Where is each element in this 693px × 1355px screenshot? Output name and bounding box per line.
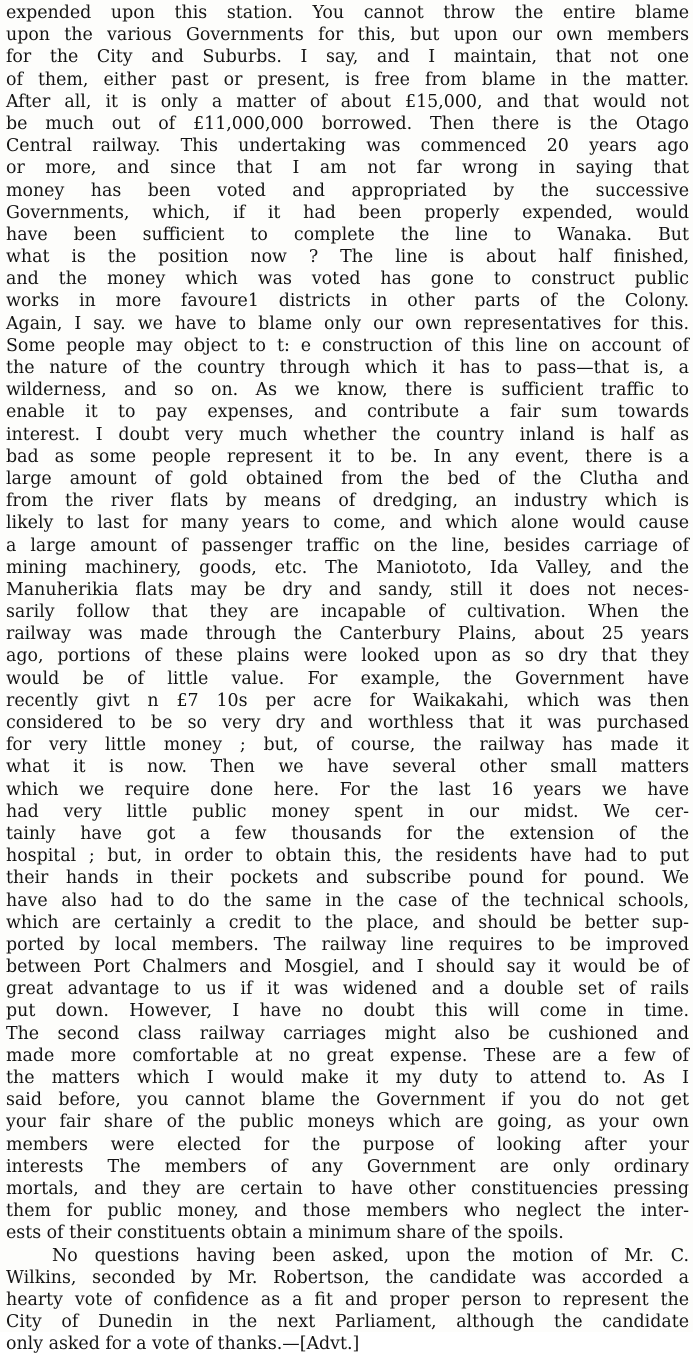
article-line: or more, and since that I am not far wrong in saying that [6, 158, 689, 179]
article-line: money has been voted and appropriated by the successive [6, 180, 689, 201]
article-line: After all, it is only a matter of about £15,000, and that would not [6, 91, 689, 112]
article-line: Some people may object to t: e construction of this line on account of [6, 335, 689, 356]
article-line: be much out of £11,000,000 borrowed. Then there is the Otago [6, 113, 689, 134]
article-line: Central railway. This undertaking was commenced 20 years ago [6, 136, 689, 157]
article-line: and the money which was voted has gone to construct public [6, 269, 689, 290]
article-line: interest. I doubt very much whether the country inland is half as [6, 424, 689, 445]
article-line: interests The members of any Government are only ordinary [6, 1156, 689, 1177]
article-line: bad as some people represent it to be. In any event, there is a [6, 446, 689, 467]
article-column [6, 2, 689, 1355]
article-line: for the City and Suburbs. I say, and I maintain, that not one [6, 47, 689, 68]
article-line: for very little money ; but, of course, the railway has made it [6, 735, 689, 756]
article-line: mortals, and they are certain to have other constituencies pressing [6, 1178, 689, 1199]
article-line: hearty vote of confidence as a fit and proper person to represent the [6, 1289, 689, 1310]
article-line: wilderness, and so on. As we know, there is sufficient traffic to [6, 380, 689, 401]
article-line: tainly have got a few thousands for the extension of the [6, 823, 689, 844]
article-line: likely to last for many years to come, and which alone would cause [6, 513, 689, 534]
article-line: considered to be so very dry and worthless that it was purchased [6, 713, 689, 733]
article-line: the matters which I would make it my duty to attend to. As I [6, 1068, 689, 1088]
article-line: have been sufficient to complete the line to Wanaka. But [6, 224, 689, 245]
article-line: expended upon this station. You cannot throw the entire blame [6, 3, 689, 23]
article-line: which we require done here. For the last 16 years we have [6, 779, 689, 800]
article-line: hospital ; but, in order to obtain this, the residents have had to put [6, 846, 689, 867]
article-line: have also had to do the same in the case of the technical schools, [6, 890, 689, 911]
article-line: works in more favoure1 districts in other parts of the Colony. [6, 291, 689, 312]
article-line: put down. However, I have no doubt this will come in time. [6, 1001, 689, 1022]
article-line: recently givt n £7 10s per acre for Waikakahi, which was then [6, 690, 689, 711]
article-line: your fair share of the public moneys which are going, as your own [6, 1112, 689, 1133]
article-line: made more comfortable at no great expense. These are a few of [6, 1045, 689, 1066]
article-line: only asked for a vote of thanks.—[Advt.] [6, 1334, 360, 1355]
article-line: ests of their constituents obtain a minimum share of the spoils. [6, 1223, 564, 1244]
article-line: between Port Chalmers and Mosgiel, and I should say it would be of [6, 957, 689, 978]
article-line: them for public money, and those members who neglect the inter- [6, 1201, 689, 1222]
article-line: sarily follow that they are incapable of cultivation. When the [6, 602, 689, 623]
article-line: had very little public money spent in our midst. We cer- [6, 801, 689, 822]
article-line: mining machinery, goods, etc. The Maniototo, Ida Valley, and the [6, 557, 689, 578]
article-line: large amount of gold obtained from the bed of the Clutha and [6, 468, 689, 489]
article-line: what is the position now ? The line is about half finished, [6, 247, 689, 268]
article-line: great advantage to us if it was widened and a double set of rails [6, 979, 689, 1000]
article-line: Governments, which, if it had been properly expended, would [6, 202, 689, 223]
article-line: Wilkins, seconded by Mr. Robertson, the candidate was accorded a [6, 1267, 689, 1288]
article-line: upon the various Governments for this, but upon our own members [6, 25, 689, 46]
article-line: railway was made through the Canterbury Plains, about 25 years [6, 624, 689, 645]
article-line: members were elected for the purpose of looking after your [6, 1134, 689, 1155]
article-line: enable it to pay expenses, and contribute a fair sum towards [6, 402, 689, 423]
article-line: a large amount of passenger traffic on the line, besides carriage of [6, 535, 689, 556]
article-line: City of Dunedin in the next Parliament, although the candidate [6, 1312, 689, 1333]
article-line: their hands in their pockets and subscribe pound for pound. We [6, 868, 689, 889]
article-line: what it is now. Then we have several other small matters [6, 757, 689, 778]
article-line: Manuherikia flats may be dry and sandy, still it does not neces- [6, 579, 689, 600]
article-line: from the river flats by means of dredging, an industry which is [6, 491, 689, 512]
article-line: ported by local members. The railway line requires to be improved [6, 934, 689, 955]
article-line: ago, portions of these plains were looked upon as so dry that they [6, 646, 689, 667]
article-line: said before, you cannot blame the Government if you do not get [6, 1090, 689, 1111]
article-line: the nature of the country through which it has to pass—that is, a [6, 358, 689, 378]
article-line: Again, I say. we have to blame only our own representatives for this. [6, 313, 689, 334]
article-line: of them, either past or present, is free from blame in the matter. [6, 69, 689, 90]
article-line: No questions having been asked, upon the motion of Mr. C. [52, 1245, 689, 1266]
article-line: which are certainly a credit to the place, and should be better sup- [6, 912, 689, 933]
article-line: would be of little value. For example, the Government have [6, 668, 689, 689]
article-line: The second class railway carriages might also be cushioned and [6, 1023, 689, 1044]
